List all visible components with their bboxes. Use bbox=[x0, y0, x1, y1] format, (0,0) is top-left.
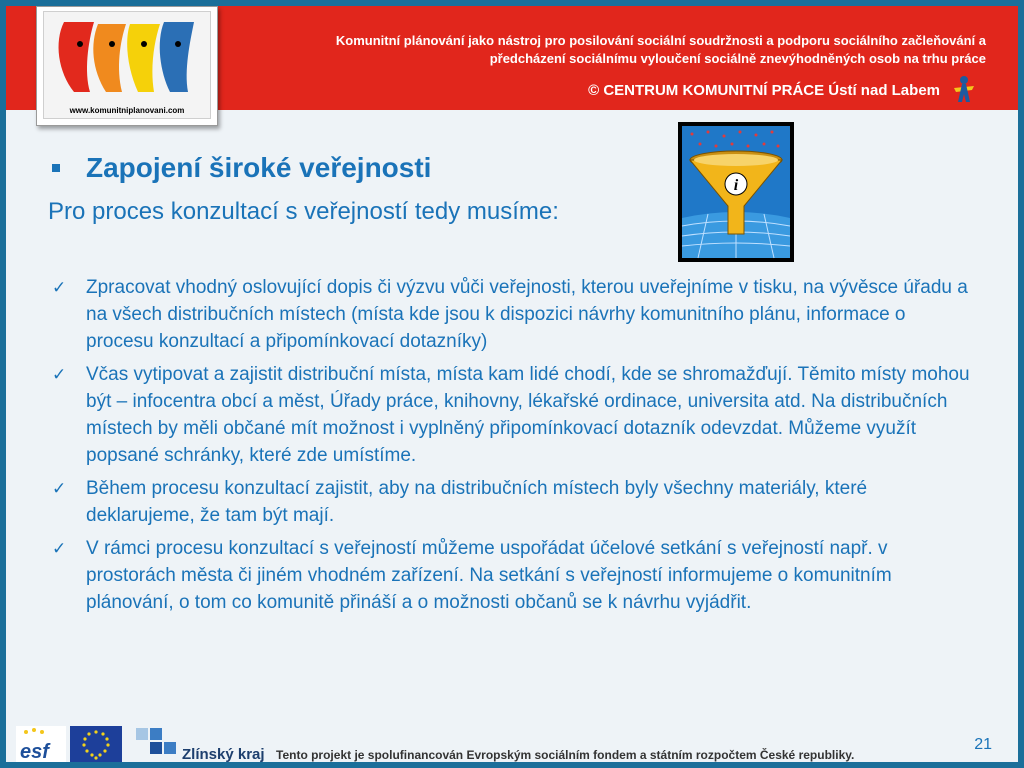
slide-subtitle: Pro proces konzultací s veřejností tedy musíme: bbox=[48, 198, 559, 225]
info-funnel-icon bbox=[678, 122, 794, 262]
checkmark-icon: ✓ bbox=[52, 539, 67, 558]
checkmark-icon: ✓ bbox=[52, 365, 67, 384]
slide-title: Zapojení široké veřejnosti bbox=[86, 152, 432, 183]
zlin-kraj-logo-icon bbox=[136, 728, 176, 764]
ckp-logo-icon bbox=[948, 74, 980, 106]
bullet-list bbox=[52, 274, 972, 622]
title-bullet-icon bbox=[52, 164, 60, 172]
page-number: 21 bbox=[974, 736, 992, 753]
list-item bbox=[52, 475, 972, 529]
checkmark-icon: ✓ bbox=[52, 479, 67, 498]
logo-url-text: www.komunitniplanovani.com bbox=[69, 106, 185, 115]
komunitni-planovani-logo bbox=[36, 6, 218, 126]
list-item-text: Zpracovat vhodný oslovující dopis či výzvu vůči veřejnosti, kterou uveřejníme v tisku, na vývěsce úřadu a na všech distribučních místech (místa kde jsou k dispozici návrhy komunitního plánu, informace o procesu konzultací a připomínkovací dotazníky) bbox=[86, 277, 968, 352]
list-item-text: Včas vytipovat a zajistit distribuční místa, místa kam lidé chodí, kde se shromažďují. Těmito místy mohou být – infocentra obcí a měst, Úřady práce, knihovny, lékařské ordinace, universita atd. Na distribučních místech by měli občané mít možnost i vyplněný připomínkovací dotazník odevzdat. Můžeme využít popsané schránky, které zde umístíme. bbox=[86, 364, 970, 466]
esf-logo-icon bbox=[16, 726, 66, 762]
copyright-text: © CENTRUM KOMUNITNÍ PRÁCE Ústí nad Labem bbox=[588, 82, 940, 99]
checkmark-icon: ✓ bbox=[52, 278, 67, 297]
eu-flag-icon bbox=[70, 726, 122, 762]
zlin-kraj-text: Zlínský kraj bbox=[182, 746, 265, 763]
list-item bbox=[52, 535, 972, 616]
list-item-text: Během procesu konzultací zajistit, aby na distribučních místech byly všechny materiály, které deklarujeme, že tam být mají. bbox=[86, 478, 868, 526]
project-title: Komunitní plánování jako nástroj pro posilování sociální soudržnosti a podporu sociálního začleňování a předcházení sociálnímu vyloučení sociálně znevýhodněných osob na trhu práce bbox=[335, 33, 986, 66]
faces-logo-icon bbox=[44, 12, 210, 102]
funding-text: Tento projekt je spolufinancován Evropským sociálním fondem a státním rozpočtem České republiky. bbox=[276, 748, 855, 762]
list-item bbox=[52, 274, 972, 355]
esf-label: esf bbox=[20, 741, 49, 762]
list-item bbox=[52, 361, 972, 469]
svg-text:i: i bbox=[733, 177, 739, 194]
footer bbox=[6, 722, 1018, 768]
slide-title-row bbox=[52, 152, 431, 184]
list-item-text: V rámci procesu konzultací s veřejností můžeme uspořádat účelové setkání s veřejností např. v prostorách města či jiném vhodném zařízení. Na setkání s veřejností informujeme o komunitním plánování, o tom co komunitě přináší a o možnosti občanů se k návrhu vyjádřit. bbox=[86, 538, 892, 613]
